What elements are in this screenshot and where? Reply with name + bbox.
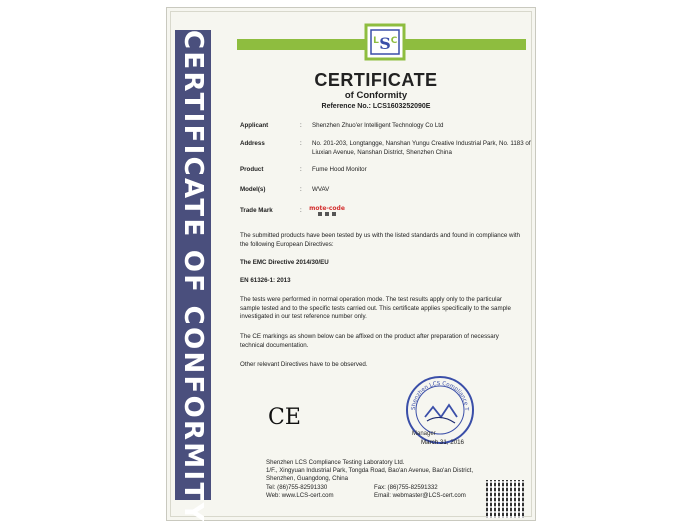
field-value: Shenzhen Zhuo'er Intelligent Technology Co Ltd xyxy=(312,122,444,129)
field-value: No. 201-203, Longtangge, Nanshan Yungu Creative Industrial Park, No. 1183 of Liuxian Avenue, Nanshan District, Shenzhen China xyxy=(312,140,531,156)
stamp-text: Shenzhen LCS Compliance T xyxy=(410,380,470,411)
field-label: Trade Mark xyxy=(240,207,273,214)
field-colon: : xyxy=(300,140,302,147)
lcs-logo-icon xyxy=(363,22,407,62)
svg-text:C: C xyxy=(390,36,398,46)
reference-number: Reference No.: LCS1603252090E xyxy=(321,103,431,110)
lab-address-2: Shenzhen, Guangdong, China xyxy=(266,475,348,483)
field-colon: : xyxy=(300,186,302,193)
ce-mark: CE xyxy=(268,405,301,430)
qr-code-pattern xyxy=(486,480,524,518)
side-band-text: CERTIFICATE OF CONFORMITY xyxy=(178,30,208,524)
certificate-title: CERTIFICATE xyxy=(314,70,438,90)
field-colon: : xyxy=(300,122,302,129)
trademark-logo-text: mote-code xyxy=(309,205,345,212)
lab-contact xyxy=(374,484,466,500)
certificate-document xyxy=(166,7,536,524)
field-label: Product xyxy=(240,166,264,173)
lab-email: Email: webmaster@LCS-cert.com xyxy=(374,492,466,500)
svg-text:L: L xyxy=(373,36,379,46)
top-bar-left xyxy=(237,39,365,50)
body-paragraph-2: The tests were performed in normal operation mode. The test results apply only to the particular sample tested and to the specific tests carried out. This certificate applies specifically to the sample investigated in our test reference number only. xyxy=(240,296,511,321)
lab-fax: Fax: (86)755-82591332 xyxy=(374,484,438,491)
standard-text: EN 61326-1: 2013 xyxy=(240,277,291,284)
lab-web: Web: www.LCS-cert.com xyxy=(266,491,334,499)
lab-address-1: 1/F., Xingyuan Industrial Park, Tongda Road, Bao'an Avenue, Bao'an District, xyxy=(266,467,474,475)
trademark-logo-icon xyxy=(309,204,345,218)
field-value: Fume Hood Monitor xyxy=(312,166,367,173)
certificate-subtitle: of Conformity xyxy=(344,90,408,101)
top-bar-right xyxy=(404,39,526,50)
signature-date: March 31, 2016 xyxy=(421,439,464,446)
field-colon: : xyxy=(300,166,302,173)
field-value: WVAV xyxy=(312,186,330,193)
body-paragraph-4: Other relevant Directives have to be observed. xyxy=(240,361,368,368)
field-label: Address xyxy=(240,140,265,147)
field-label: Model(s) xyxy=(240,186,266,193)
lab-name: Shenzhen LCS Compliance Testing Laboratory Ltd. xyxy=(266,459,405,466)
body-paragraph-3: The CE markings as shown below can be affixed on the product after preparation of necessary technical documentation. xyxy=(240,333,499,349)
field-colon: : xyxy=(300,207,302,214)
body-paragraph-1: The submitted products have been tested by us with the listed standards and found in compliance with the following European Directives: xyxy=(240,232,520,248)
field-label: Applicant xyxy=(240,122,269,129)
lab-tel: Tel: (86)755-82591330 xyxy=(266,483,328,491)
directive-text: The EMC Directive 2014/30/EU xyxy=(240,259,329,266)
signer-role: Manager xyxy=(412,431,436,437)
svg-text:S: S xyxy=(379,34,391,53)
